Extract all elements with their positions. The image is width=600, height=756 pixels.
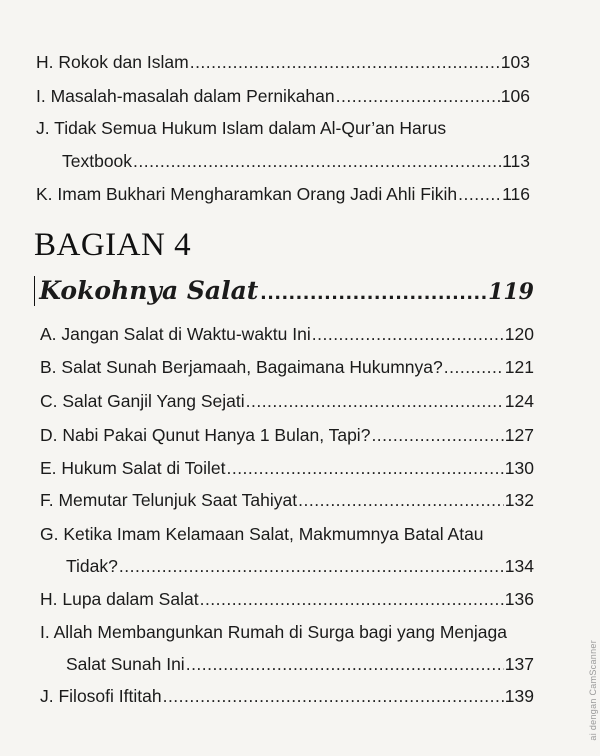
toc-entry-c [40,390,534,412]
toc-entry-e [40,457,534,479]
entry-page: 130 [504,458,534,478]
leader-dots [226,457,503,479]
chapter-marker-bar [34,276,35,306]
leader-dots [186,653,504,675]
chapter-title: Kokohnya Salat [39,276,259,305]
entry-page: 120 [504,324,534,344]
leader-dots [260,279,486,305]
entry-page: 113 [502,151,530,171]
toc-entry-h-rokok [36,51,530,73]
entry-label-continuation: Textbook [62,151,133,171]
toc-entry-f [40,489,534,511]
leader-dots [200,588,504,610]
entry-label: H. Rokok dan Islam [36,52,189,72]
leader-dots [458,183,501,205]
section-heading: BAGIAN 4 [34,227,192,263]
entry-page: 116 [502,184,530,204]
toc-entry-b [40,356,534,378]
entry-page: 137 [504,654,534,674]
toc-entry-g [40,523,534,577]
leader-dots [119,555,504,577]
entry-label: D. Nabi Pakai Qunut Hanya 1 Bulan, Tapi? [40,425,371,445]
entry-label: C. Salat Ganjil Yang Sejati [40,391,245,411]
leader-dots [444,356,504,378]
toc-entry-k-imam-bukhari [36,183,530,205]
toc-entry-h [40,588,534,610]
entry-label-continuation: Salat Sunah Ini [66,654,185,674]
leader-dots [133,150,501,172]
entry-label: J. Filosofi Iftitah [40,686,162,706]
entry-page: 127 [504,425,534,445]
leader-dots [298,489,504,511]
leader-dots [336,85,500,107]
entry-page: 106 [500,86,530,106]
entry-label: G. Ketika Imam Kelamaan Salat, Makmumnya Batal Atau [40,524,484,544]
entry-label: B. Salat Sunah Berjamaah, Bagaimana Hukumnya? [40,357,443,377]
toc-entry-i [40,621,534,675]
entry-page: 136 [504,589,534,609]
entry-label-continuation: Tidak? [66,556,118,576]
toc-entry-a [40,323,534,345]
leader-dots [371,424,503,446]
leader-dots [163,685,504,707]
chapter-title-row [34,276,534,306]
entry-page: 134 [504,556,534,576]
entry-label: J. Tidak Semua Hukum Islam dalam Al-Qur’an Harus [36,118,447,138]
entry-page: 139 [504,686,534,706]
entry-label: K. Imam Bukhari Mengharamkan Orang Jadi Ahli Fikih [36,184,458,204]
entry-label: I. Masalah-masalah dalam Pernikahan [36,86,335,106]
entry-label: E. Hukum Salat di Toilet [40,458,226,478]
entry-page: 103 [500,52,530,72]
entry-label: A. Jangan Salat di Waktu-waktu Ini [40,324,311,344]
leader-dots [246,390,504,412]
entry-page: 124 [504,391,534,411]
toc-entry-d [40,424,534,446]
entry-page: 132 [504,490,534,510]
toc-entry-i-masalah [36,85,530,107]
toc-entry-j [40,685,534,707]
entry-page: 121 [504,357,534,377]
scanner-watermark: ai dengan CamScanner [588,640,598,741]
entry-label: H. Lupa dalam Salat [40,589,199,609]
leader-dots [190,51,500,73]
leader-dots [312,323,504,345]
entry-label: F. Memutar Telunjuk Saat Tahiyat [40,490,298,510]
toc-entry-j-tidak-semua [36,117,530,172]
chapter-page: 119 [488,279,534,305]
entry-label: I. Allah Membangunkan Rumah di Surga bagi yang Menjaga [40,622,507,642]
